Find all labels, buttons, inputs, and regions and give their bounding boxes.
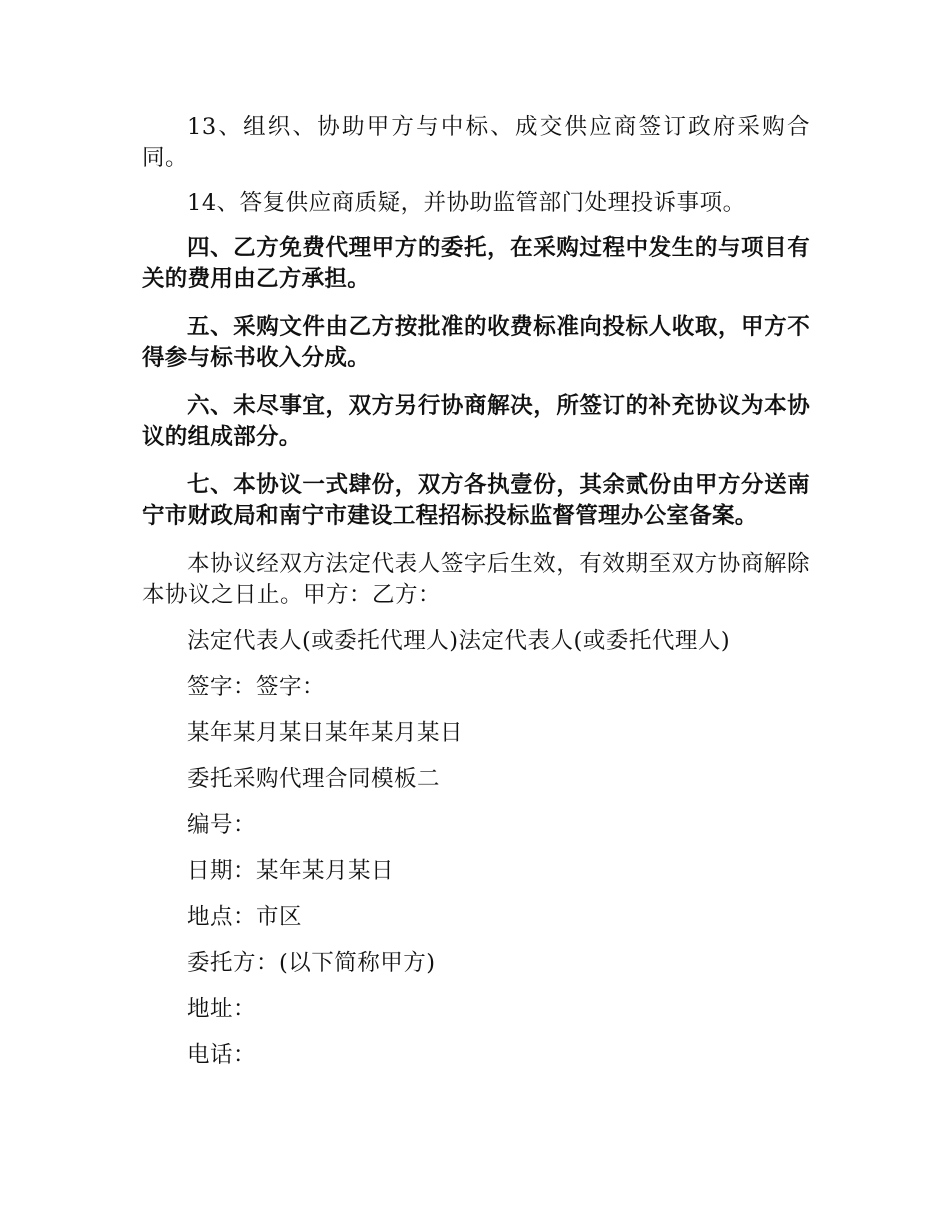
clause-14: 14、答复供应商质疑，并协助监管部门处理投诉事项。 <box>187 190 746 216</box>
clause-13: 13、组织、协助甲方与中标、成交供应商签订政府采购合同。 <box>142 114 810 171</box>
template-title: 委托采购代理合同模板二 <box>187 766 441 792</box>
clause-four: 四、乙方免费代理甲方的委托，在采购过程中发生的与项目有关的费用由乙方承担。 <box>142 235 810 292</box>
signature-line: 签字：签字： <box>187 674 326 700</box>
clause-seven: 七、本协议一式肆份，双方各执壹份，其余贰份由甲方分送南宁市财政局和南宁市建设工程招标投标监督管理办公室备案。 <box>142 472 810 529</box>
phone-field: 电话： <box>187 1042 257 1068</box>
location-field: 地点：市区 <box>187 904 303 930</box>
address-field: 地址： <box>187 996 257 1022</box>
date-line: 某年某月某日某年某月某日 <box>187 720 464 746</box>
clause-five: 五、采购文件由乙方按批准的收费标准向投标人收取，甲方不得参与标书收入分成。 <box>142 314 810 371</box>
principal-field: 委托方：(以下简称甲方) <box>187 950 436 976</box>
number-field: 编号： <box>187 812 257 838</box>
legal-representative-line: 法定代表人(或委托代理人)法定代表人(或委托代理人) <box>187 628 731 654</box>
date-field: 日期：某年某月某日 <box>187 858 395 884</box>
effective-clause: 本协议经双方法定代表人签字后生效，有效期至双方协商解除本协议之日止。甲方：乙方： <box>142 551 810 608</box>
clause-six: 六、未尽事宜，双方另行协商解决，所签订的补充协议为本协议的组成部分。 <box>142 393 810 450</box>
